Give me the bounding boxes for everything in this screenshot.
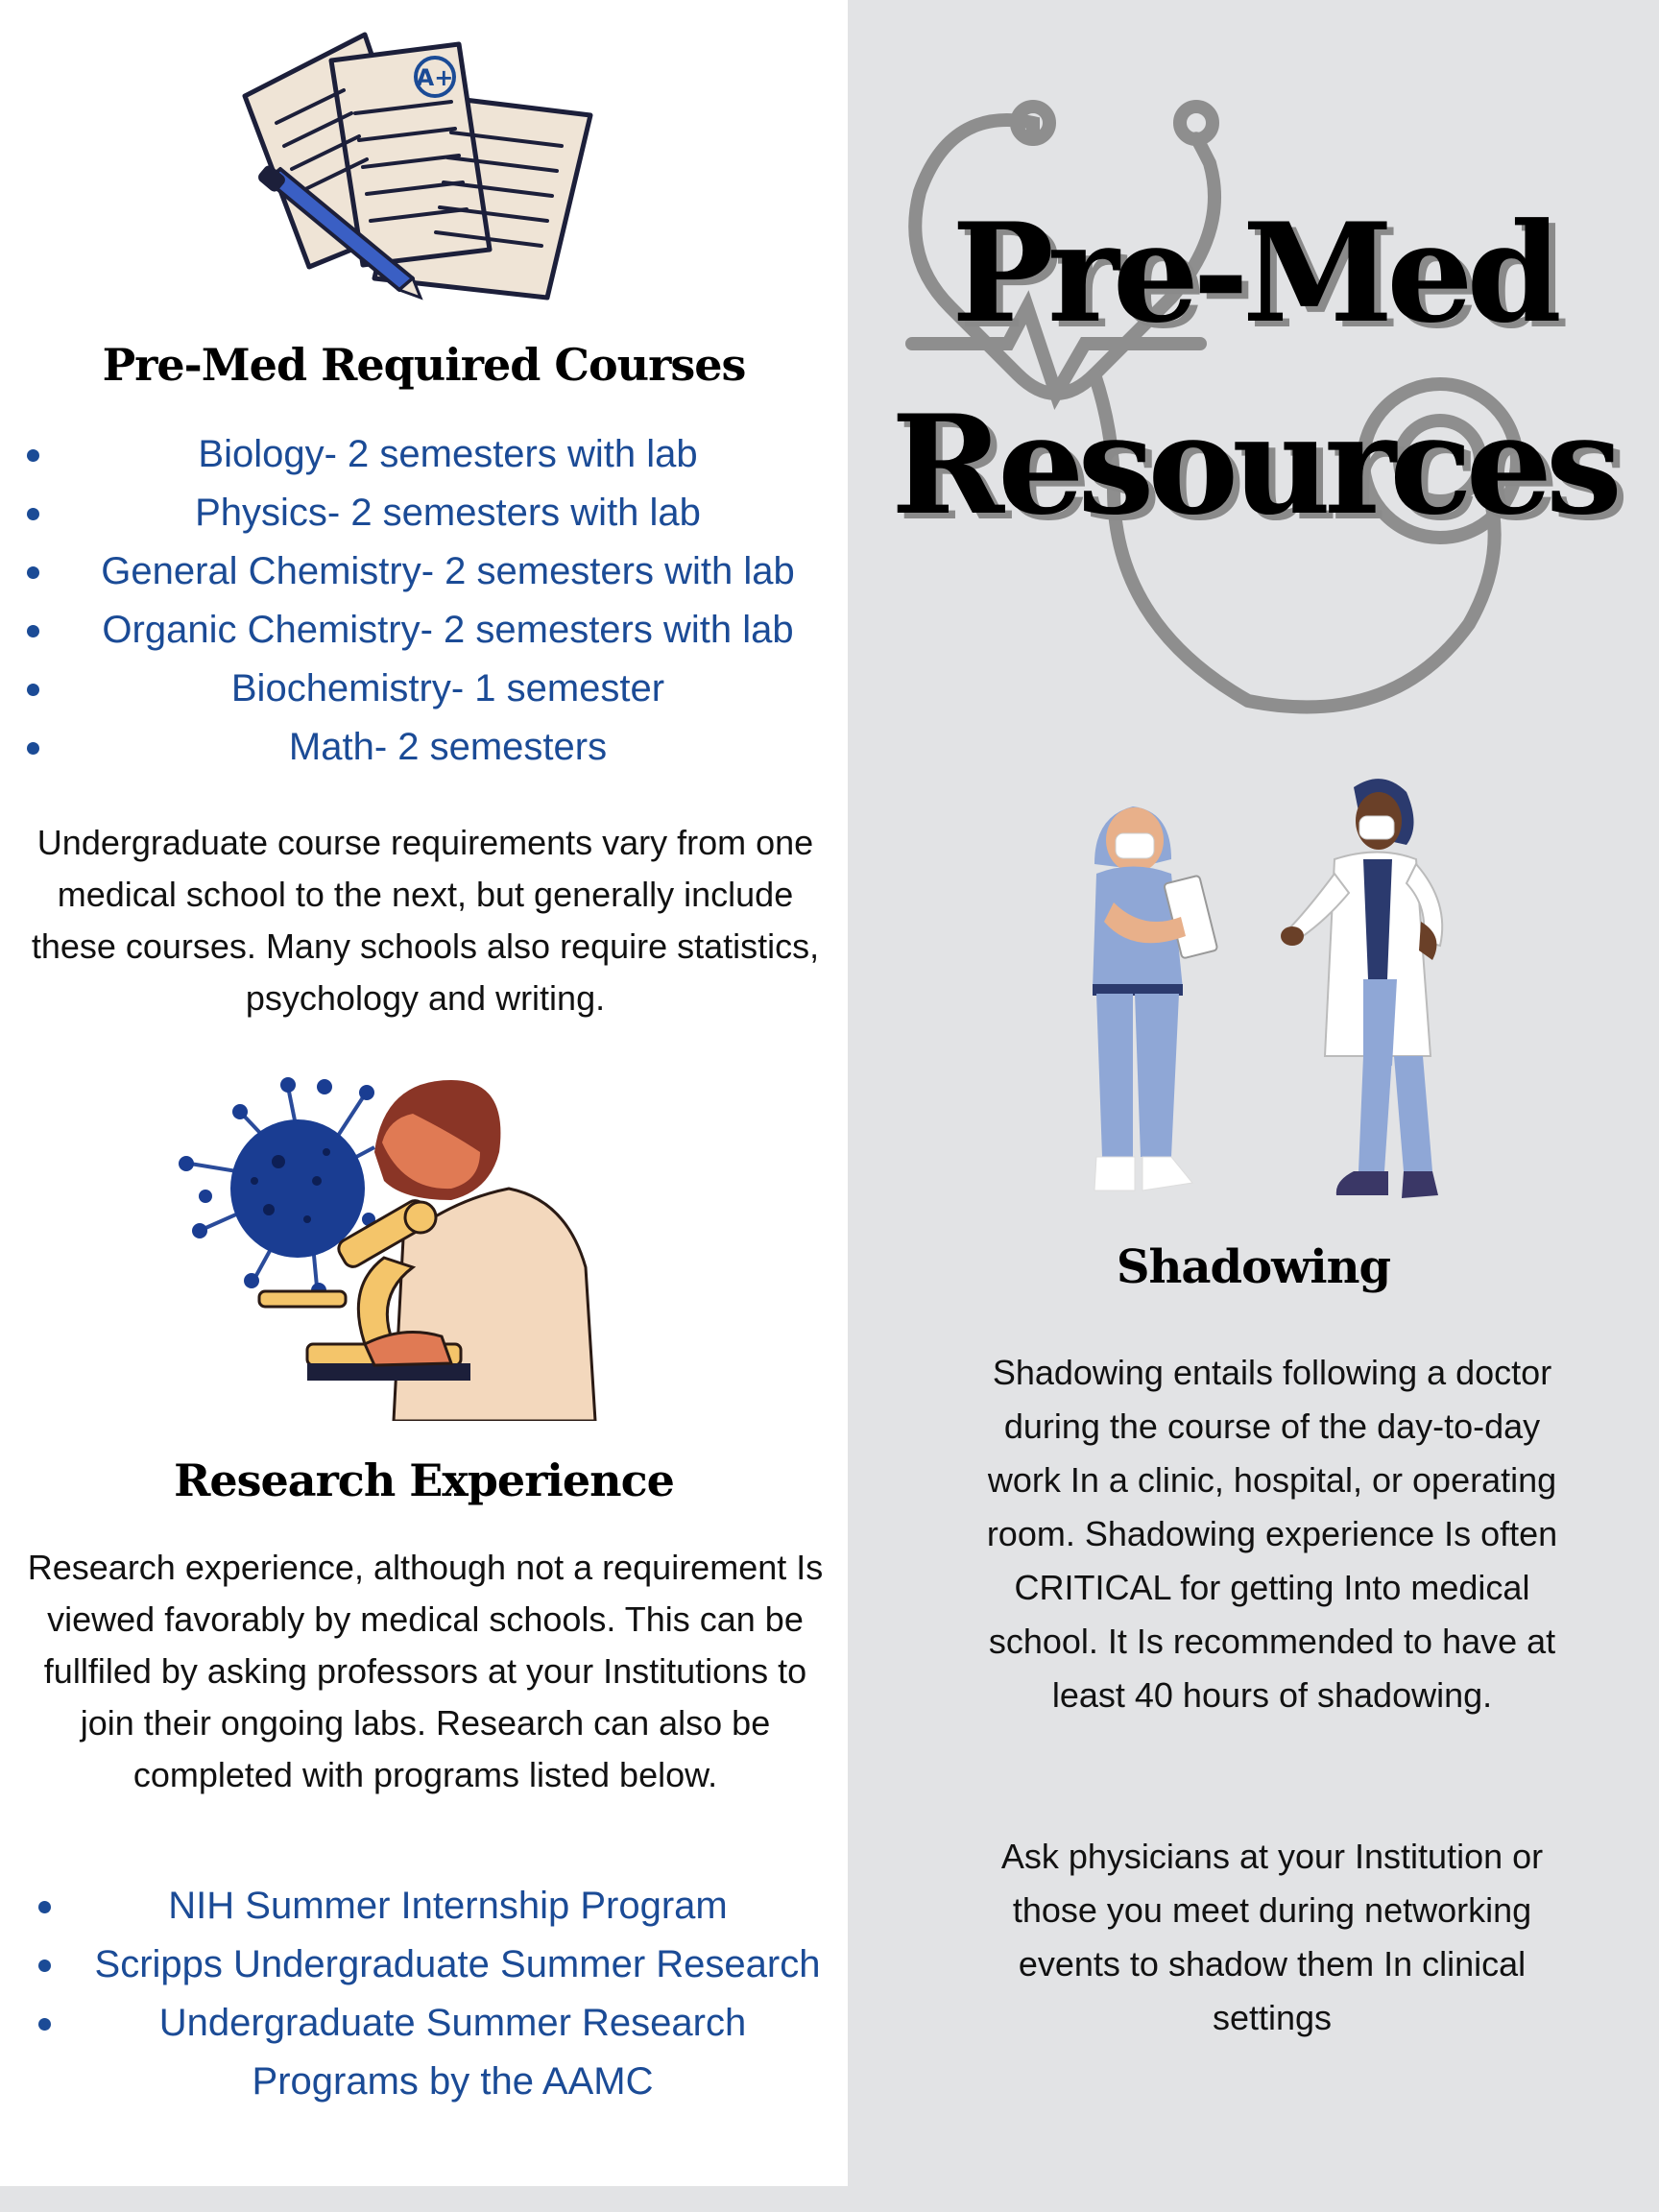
bullet-icon xyxy=(27,742,39,755)
bullet-icon xyxy=(27,508,39,520)
course-item: General Chemistry- 2 semesters with lab xyxy=(0,542,848,601)
courses-heading: Pre-Med Required Courses xyxy=(102,339,746,391)
course-item: Organic Chemistry- 2 semesters with lab xyxy=(0,601,848,660)
shadowing-heading: Shadowing xyxy=(1116,1240,1391,1294)
bullet-icon xyxy=(27,625,39,637)
page-title-line1: Pre-Med xyxy=(951,194,1555,353)
program-item: Scripps Undergraduate Summer Research xyxy=(0,1936,848,1994)
program-item: NIH Summer Internship Program xyxy=(0,1877,848,1936)
course-item: Biochemistry- 1 semester xyxy=(0,660,848,718)
papers-with-grade-icon xyxy=(230,27,605,305)
courses-list xyxy=(0,425,848,777)
course-item: Physics- 2 semesters with lab xyxy=(0,484,848,542)
microscope-researcher-illustration xyxy=(163,1075,605,1421)
bullet-icon xyxy=(27,449,39,462)
bullet-icon xyxy=(38,2018,51,2031)
course-item: Math- 2 semesters xyxy=(0,718,848,777)
medical-staff-illustration xyxy=(1075,768,1479,1210)
bullet-icon xyxy=(38,1960,51,1972)
course-item: Biology- 2 semesters with lab xyxy=(0,425,848,484)
shadowing-tip: Ask physicians at your Institution or those you meet during networking events to shadow them In clinical settings xyxy=(1000,1837,1544,2037)
courses-note: Undergraduate course requirements vary from one medical school to the next, but generally include these courses. Many schools also require statistics, psychology and writing. xyxy=(31,823,820,1018)
research-heading: Research Experience xyxy=(174,1455,674,1506)
bullet-icon xyxy=(27,566,39,579)
bullet-icon xyxy=(27,684,39,696)
shadowing-body: Shadowing entails following a doctor during the course of the day-to-day work In a clinic, hospital, or operating room. Shadowing experience Is often CRITICAL for getting Into medical school. It Is recommended to have at least 40 hours of shadowing. xyxy=(986,1353,1558,1715)
research-body: Research experience, although not a requirement Is viewed favorably by medical schools. This can be fullfiled by asking professors at your Institutions to join their ongoing labs. Research can also be completed with programs listed below. xyxy=(27,1548,824,1794)
bullet-icon xyxy=(38,1901,51,1913)
research-programs-list xyxy=(0,1877,848,2111)
grade-mark: A+ xyxy=(416,64,454,91)
program-item: Undergraduate Summer Research Programs by the AAMC xyxy=(0,1994,848,2111)
page-title-line2: Resources xyxy=(891,386,1616,545)
